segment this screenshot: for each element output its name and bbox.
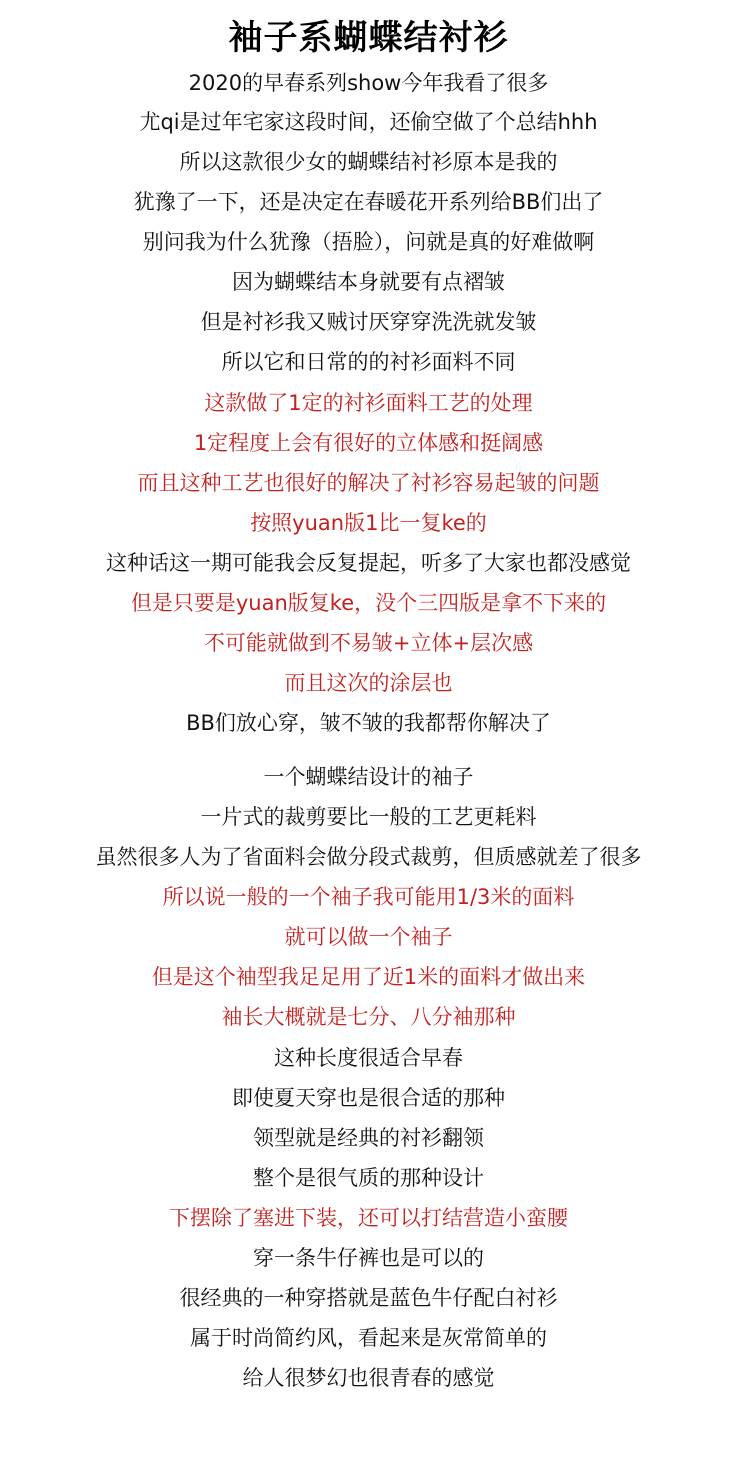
text-line: 领型就是经典的衬衫翻领 bbox=[253, 1126, 484, 1150]
text-line: 给人很梦幻也很青春的感觉 bbox=[242, 1366, 495, 1390]
text-line: 很经典的一种穿搭就是蓝色牛仔配白衬衫 bbox=[179, 1286, 558, 1310]
highlight-text-line: 按照yuan版1比一复ke的 bbox=[250, 511, 487, 535]
text-line: 这种长度很适合早春 bbox=[274, 1046, 463, 1070]
highlight-text-line: 而且这种工艺也很好的解决了衬衫容易起皱的问题 bbox=[137, 471, 600, 495]
highlight-text-line: 就可以做一个袖子 bbox=[284, 925, 453, 949]
text-line: BB们放心穿，皱不皱的我都帮你解决了 bbox=[186, 711, 551, 735]
text-line: 犹豫了一下，还是决定在春暖花开系列给BB们出了 bbox=[133, 190, 604, 214]
highlight-text-line: 但是这个袖型我足足用了近1米的面料才做出来 bbox=[151, 965, 586, 989]
highlight-text-line: 下摆除了塞进下装，还可以打结营造小蛮腰 bbox=[169, 1206, 568, 1230]
text-line: 即使夏天穿也是很合适的那种 bbox=[232, 1086, 505, 1110]
text-line: 穿一条牛仔裤也是可以的 bbox=[253, 1246, 484, 1270]
text-line: 所以它和日常的的衬衫面料不同 bbox=[221, 350, 516, 374]
highlight-text-line: 所以说一般的一个袖子我可能用1/3米的面料 bbox=[162, 885, 575, 909]
highlight-text-line: 袖长大概就是七分、八分袖那种 bbox=[221, 1005, 516, 1029]
page-title: 袖子系蝴蝶结衬衫 bbox=[228, 18, 509, 58]
text-line: 尤qi是过年宅家这段时间，还偷空做了个总结hhh bbox=[139, 110, 598, 134]
text-line: 虽然很多人为了省面料会做分段式裁剪，但质感就差了很多 bbox=[95, 845, 642, 869]
text-line: 属于时尚简约风，看起来是灰常简单的 bbox=[190, 1326, 547, 1350]
text-line: 整个是很气质的那种设计 bbox=[253, 1166, 484, 1190]
highlight-text-line: 这款做了1定的衬衫面料工艺的处理 bbox=[204, 391, 533, 415]
highlight-text-line: 但是只要是yuan版复ke，没个三四版是拿不下来的 bbox=[130, 591, 607, 615]
text-line: 一个蝴蝶结设计的袖子 bbox=[263, 765, 474, 789]
text-line: 一片式的裁剪要比一般的工艺更耗料 bbox=[200, 805, 537, 829]
text-line: 这种话这一期可能我会反复提起，听多了大家也都没感觉 bbox=[106, 551, 631, 575]
text-line: 但是衬衫我又贼讨厌穿穿洗洗就发皱 bbox=[200, 310, 537, 334]
text-line: 因为蝴蝶结本身就要有点褶皱 bbox=[232, 270, 505, 294]
text-line: 2020的早春系列show今年我看了很多 bbox=[188, 71, 549, 95]
text-line: 所以这款很少女的蝴蝶结衬衫原本是我的 bbox=[179, 150, 558, 174]
text-line: 别问我为什么犹豫（捂脸），问就是真的好难做啊 bbox=[142, 230, 595, 254]
highlight-text-line: 不可能就做到不易皱+立体+层次感 bbox=[203, 631, 534, 655]
highlight-text-line: 而且这次的涂层也 bbox=[284, 671, 453, 695]
highlight-text-line: 1定程度上会有很好的立体感和挺阔感 bbox=[193, 431, 544, 455]
